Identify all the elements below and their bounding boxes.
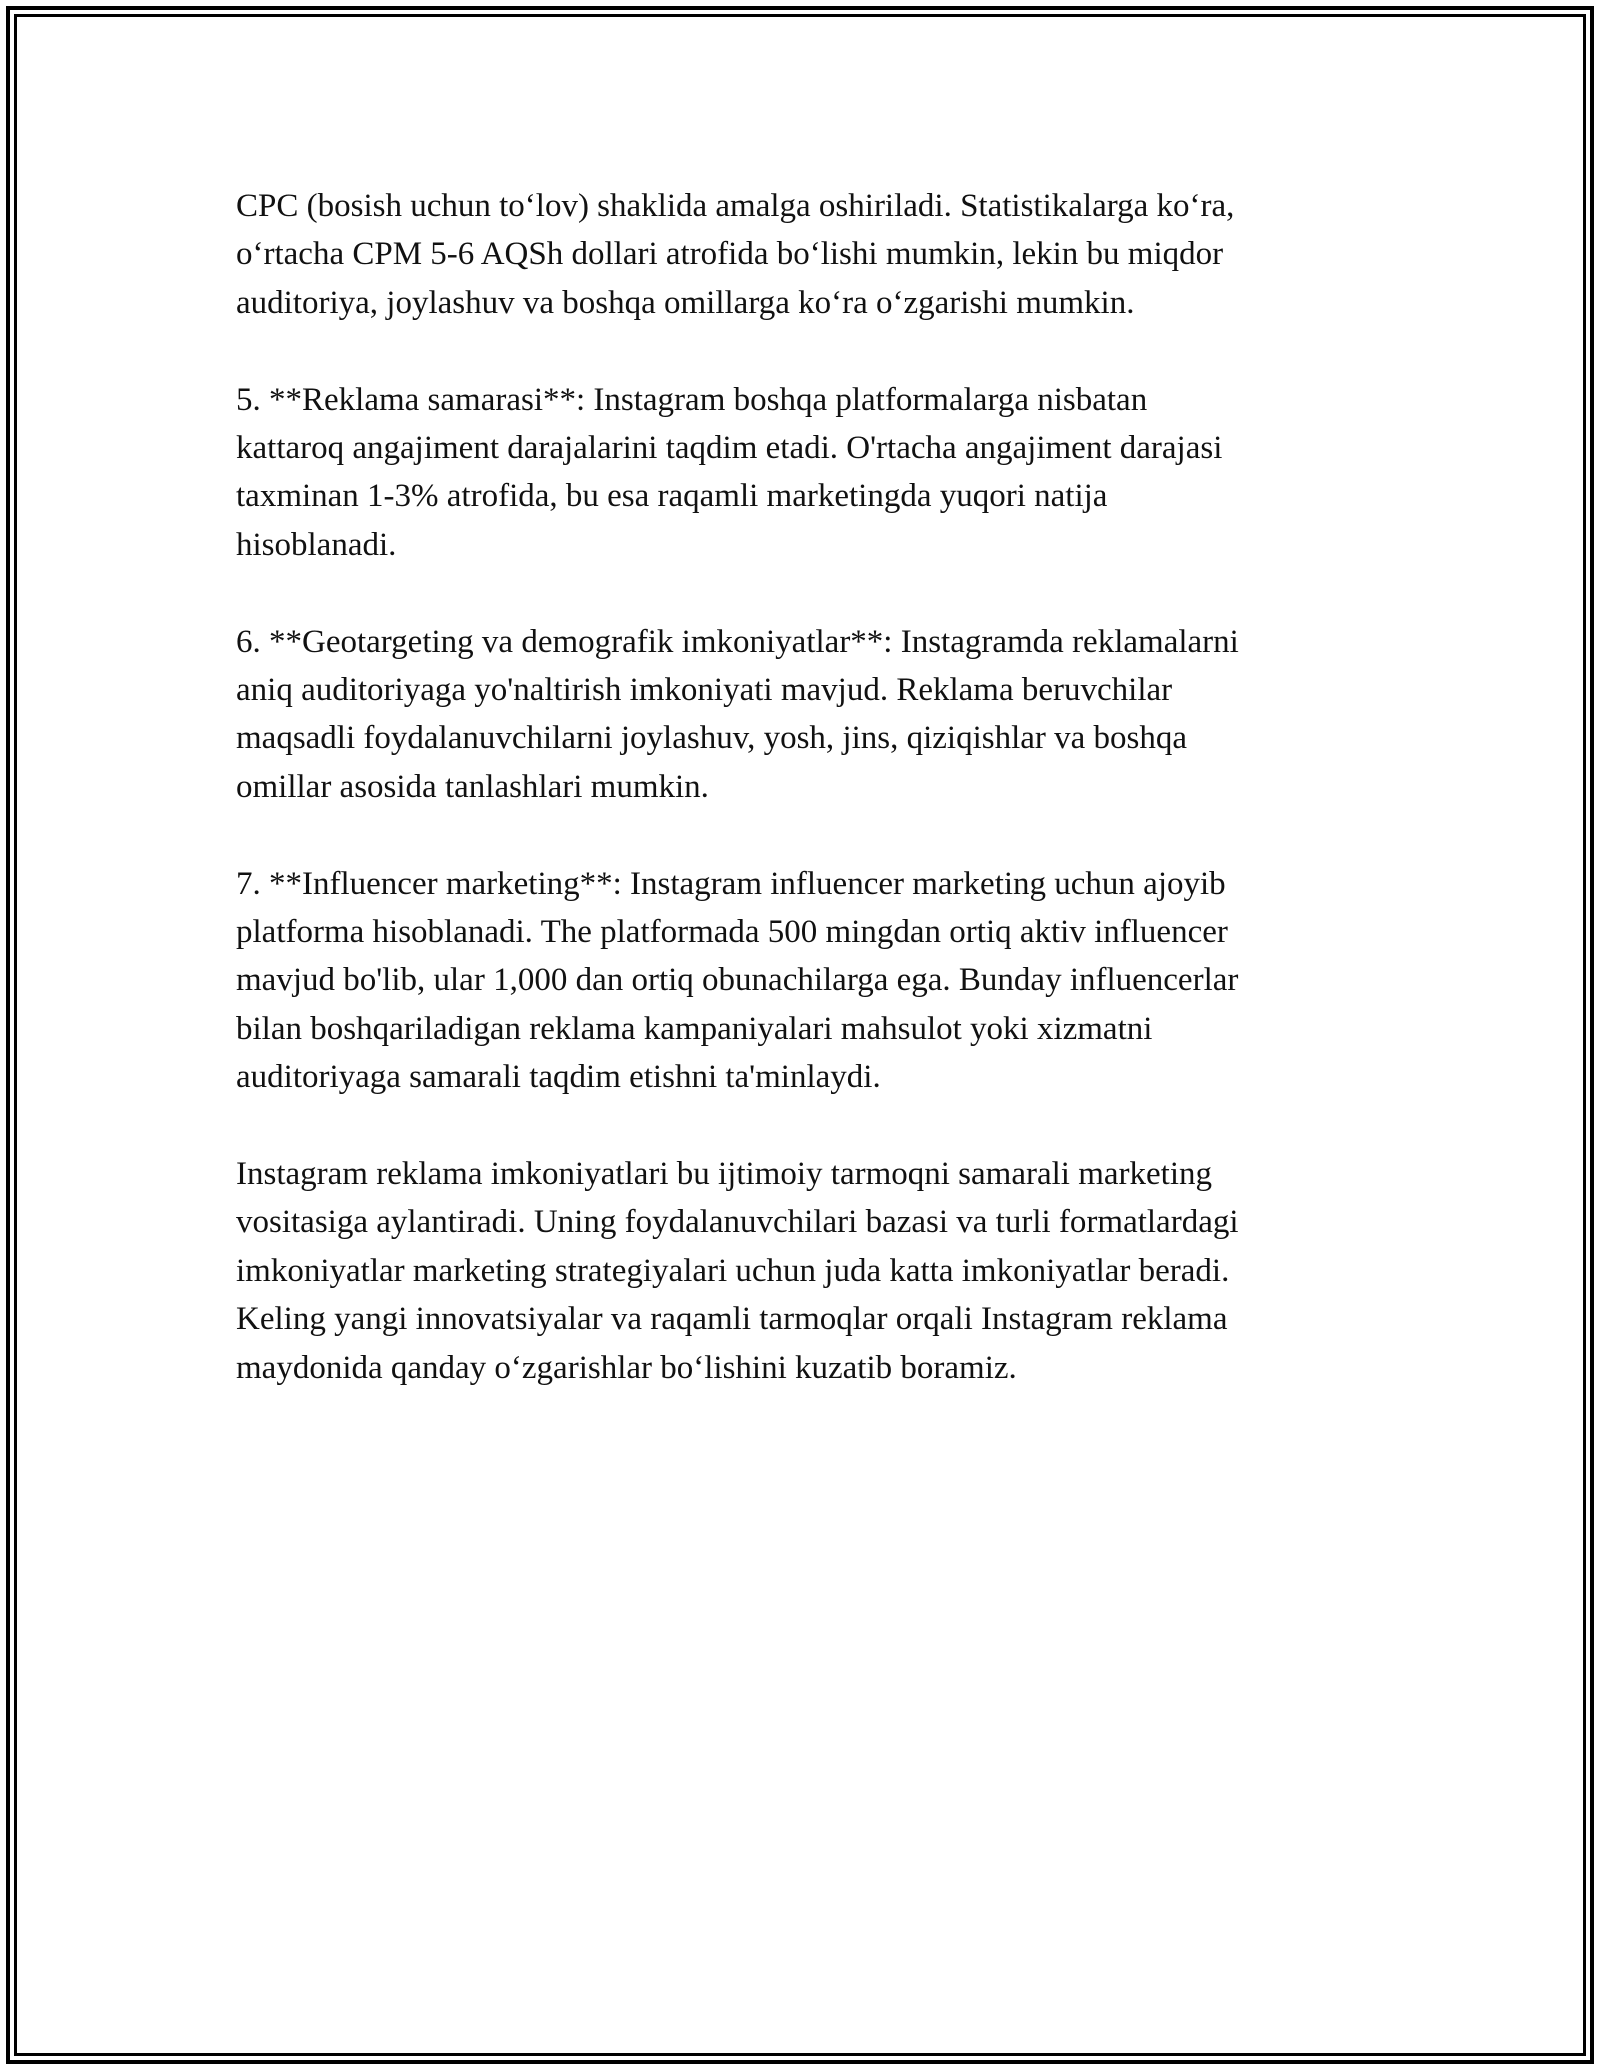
- paragraph-influencer-marketing: 7. **Influencer marketing**: Instagram influencer marketing uchun ajoyib platforma hisoblanadi. The platformada 500 mingdan ortiq aktiv influencer mavjud bo'lib, ular 1,000 dan ortiq obunachilarga ega. Bunday influencerlar bilan boshqariladigan reklama kampaniyalari mahsulot yoki xizmatni auditoriyaga samarali taqdim etishni ta'minlaydi.: [236, 865, 1239, 1096]
- paragraph-reklama-samarasi: 5. **Reklama samarasi**: Instagram boshqa platformalarga nisbatan kattaroq angajiment darajalarini taqdim etadi. O'rtacha angajiment darajasi taxminan 1-3% atrofida, bu esa raqamli marketingda yuqori natija hisoblanadi.: [236, 381, 1223, 563]
- paragraph-geotargeting: 6. **Geotargeting va demografik imkoniyatlar**: Instagramda reklamalarni aniq auditoriyaga yo'naltirish imkoniyati mavjud. Reklama beruvchilar maqsadli foydalanuvchilarni joylashuv, yosh, jins, qiziqishlar va boshqa omillar asosida tanlashlari mumkin.: [236, 623, 1239, 805]
- document-body: [236, 182, 1386, 1440]
- paragraph-cpc-cpm: CPC (bosish uchun to‘lov) shaklida amalga oshiriladi. Statistikalarga ko‘ra, o‘rtacha CPM 5-6 AQSh dollari atrofida bo‘lishi mumkin, lekin bu miqdor auditoriya, joylashuv va boshqa omillarga ko‘ra o‘zgarishi mumkin.: [236, 188, 1235, 321]
- paragraph-conclusion: Instagram reklama imkoniyatlari bu ijtimoiy tarmoqni samarali marketing vositasiga aylantiradi. Uning foydalanuvchilari bazasi va turli formatlardagi imkoniyatlar marketing strategiyalari uchun juda katta imkoniyatlar beradi. Keling yangi innovatsiyalar va raqamli tarmoqlar orqali Instagram reklama maydonida qanday o‘zgarishlar bo‘lishini kuzatib boramiz.: [236, 1156, 1239, 1386]
